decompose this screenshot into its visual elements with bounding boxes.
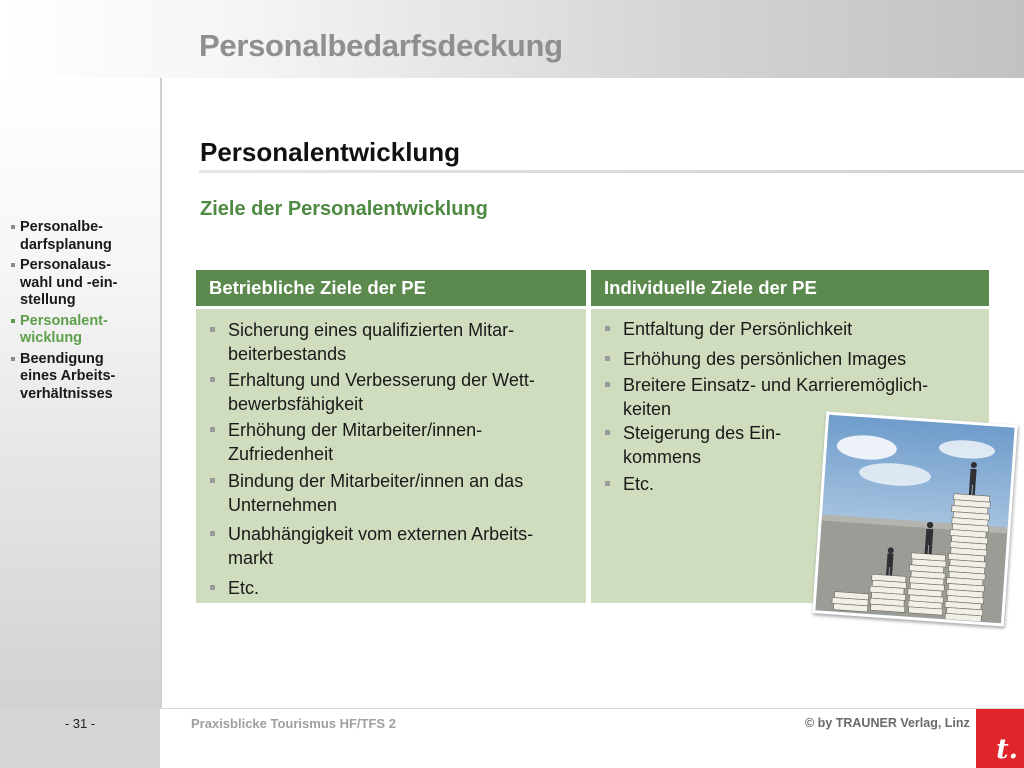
sidebar-item-label: Personalbe- darfsplanung [20,219,112,253]
list-item-text: Etc. [623,474,655,494]
bullet-icon [605,430,610,435]
bullet-icon [11,263,15,267]
bullet-icon [210,377,215,382]
sidebar-divider [160,78,162,708]
list-item-text: Bindung der Mitarbeiter/innen an das Unternehmen [228,471,524,515]
bullet-icon [210,478,215,483]
column-heading: Individuelle Ziele der PE [591,270,989,306]
footer-course-title: Praxisblicke Tourismus HF/TFS 2 [191,716,396,731]
section-subtitle: Ziele der Personalentwicklung [200,198,488,220]
sidebar-item-personalentwicklung[interactable] [11,313,151,348]
list-item-text: Entfaltung der Persönlichkeit [623,319,853,339]
sidebar-item-label: Personalent- wicklung [20,312,108,346]
list-item [228,318,573,366]
trauner-logo [976,709,1024,768]
list-item [228,418,573,466]
sidebar-item-personalauswahl[interactable] [11,257,151,310]
column-heading: Betriebliche Ziele der PE [196,270,586,306]
bullet-icon [210,427,215,432]
bullet-icon [11,357,15,361]
footer-divider [160,708,1024,709]
bullet-icon [210,531,215,536]
list-item [228,522,573,570]
bullet-icon [11,319,15,323]
column-body [196,309,586,603]
bullet-icon [605,481,610,486]
list-item-text: Steigerung des Ein- kommens [623,423,782,467]
sidebar-item-personalbedarfsplanung[interactable] [11,219,151,254]
section-title: Personalentwicklung [200,137,461,167]
column-business-goals [196,270,586,603]
bullet-icon [605,382,610,387]
page-title: Personalbedarfsdeckung [199,28,563,63]
sidebar-nav [11,219,151,406]
list-item [623,373,973,421]
logo-text: t. [996,734,1018,765]
bullet-icon [605,356,610,361]
sidebar-item-beendigung[interactable] [11,351,151,404]
sidebar-item-label: Beendigung eines Arbeits- verhältnisses [20,350,116,402]
bullet-icon [605,326,610,331]
list-item-text: Erhaltung und Verbesserung der Wett- bewerbsfähigkeit [228,370,535,414]
list-item-text: Unabhängigkeit vom externen Arbeits- markt [228,524,534,568]
list-item [228,469,573,517]
list-item-text: Etc. [228,578,260,598]
career-book-stairs-photo [812,412,1018,627]
bullet-icon [11,225,15,229]
list-item [623,347,973,371]
list-item [228,368,573,416]
sidebar-item-label: Personalaus- wahl und -ein- stellung [20,257,118,308]
list-item-text: Sicherung eines qualifizierten Mitar- beiterbestands [228,320,515,364]
bullet-icon [210,585,215,590]
list-item-text: Erhöhung des persönlichen Images [623,349,907,369]
list-item-text: Erhöhung der Mitarbeiter/innen- Zufriedenheit [228,420,483,464]
page-number: - 31 - [64,716,96,731]
bullet-icon [210,327,215,332]
footer-copyright: © by TRAUNER Verlag, Linz [805,716,970,730]
list-item [228,576,573,600]
list-item [623,317,973,341]
list-item-text: Breitere Einsatz- und Karrieremöglich- keiten [623,375,929,419]
section-divider [199,170,1024,173]
